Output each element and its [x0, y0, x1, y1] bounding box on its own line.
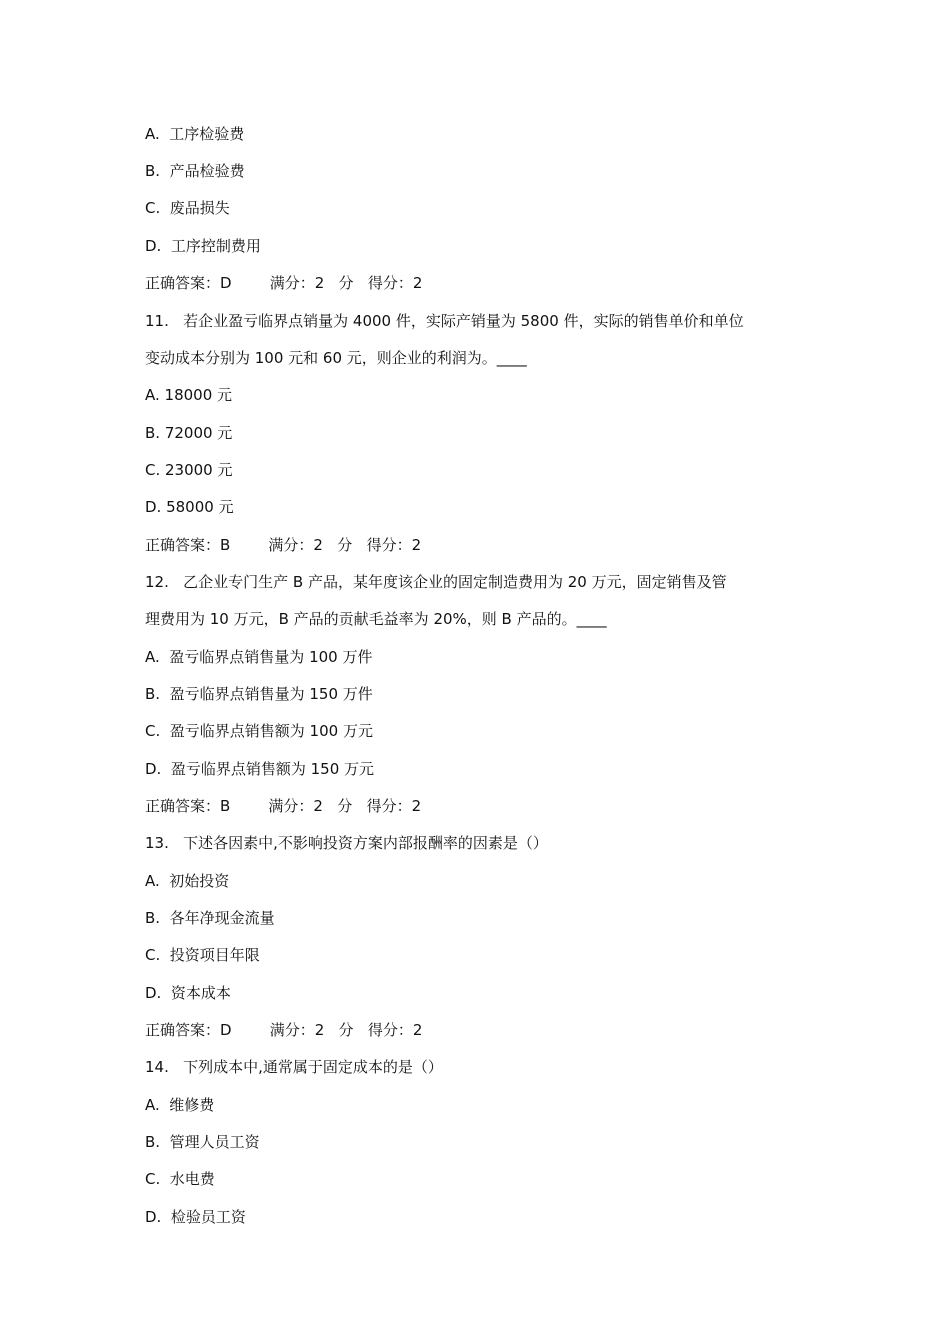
q14-option-c: C. 水电费 — [145, 1170, 215, 1188]
q13-option-c: C. 投资项目年限 — [145, 946, 260, 964]
q12-answer-line: 正确答案：B 满分：2 分 得分：2 — [145, 797, 422, 815]
q11-question-line-2: 变动成本分别为 100 元和 60 元，则企业的利润为。____ — [145, 349, 527, 367]
q10-option-d: D. 工序控制费用 — [145, 237, 261, 255]
q12-question-line-1: 12. 乙企业专门生产 B 产品，某年度该企业的固定制造费用为 20 万元，固定销售及管 — [145, 573, 727, 591]
q12-question-line-2: 理费用为 10 万元，B 产品的贡献毛益率为 20%，则 B 产品的。____ — [145, 610, 607, 628]
q14-option-b: B. 管理人员工资 — [145, 1133, 260, 1151]
q11-option-b: B. 72000 元 — [145, 424, 233, 442]
q13-answer-line: 正确答案：D 满分：2 分 得分：2 — [145, 1021, 423, 1039]
q12-option-a: A. 盈亏临界点销售量为 100 万件 — [145, 648, 373, 666]
q11-option-a: A. 18000 元 — [145, 386, 233, 404]
q14-option-a: A. 维修费 — [145, 1096, 215, 1114]
q12-option-c: C. 盈亏临界点销售额为 100 万元 — [145, 722, 373, 740]
q12-option-d: D. 盈亏临界点销售额为 150 万元 — [145, 760, 375, 778]
q14-option-d: D. 检验员工资 — [145, 1208, 246, 1226]
q14-question: 14. 下列成本中,通常属于固定成本的是（） — [145, 1058, 443, 1076]
q11-answer-line: 正确答案：B 满分：2 分 得分：2 — [145, 536, 422, 554]
q12-option-b: B. 盈亏临界点销售量为 150 万件 — [145, 685, 373, 703]
q13-option-a: A. 初始投资 — [145, 872, 230, 890]
q13-option-d: D. 资本成本 — [145, 984, 231, 1002]
q11-option-c: C. 23000 元 — [145, 461, 233, 479]
q13-question: 13. 下述各因素中,不影响投资方案内部报酬率的因素是（） — [145, 834, 548, 852]
q10-answer-line: 正确答案：D 满分：2 分 得分：2 — [145, 274, 423, 292]
q11-option-d: D. 58000 元 — [145, 498, 234, 516]
q10-option-c: C. 废品损失 — [145, 199, 230, 217]
q13-option-b: B. 各年净现金流量 — [145, 909, 275, 927]
q11-question-line-1: 11. 若企业盈亏临界点销量为 4000 件，实际产销量为 5800 件，实际的销售单价和单位 — [145, 312, 744, 330]
q10-option-b: B. 产品检验费 — [145, 162, 245, 180]
q10-option-a: A. 工序检验费 — [145, 125, 245, 143]
